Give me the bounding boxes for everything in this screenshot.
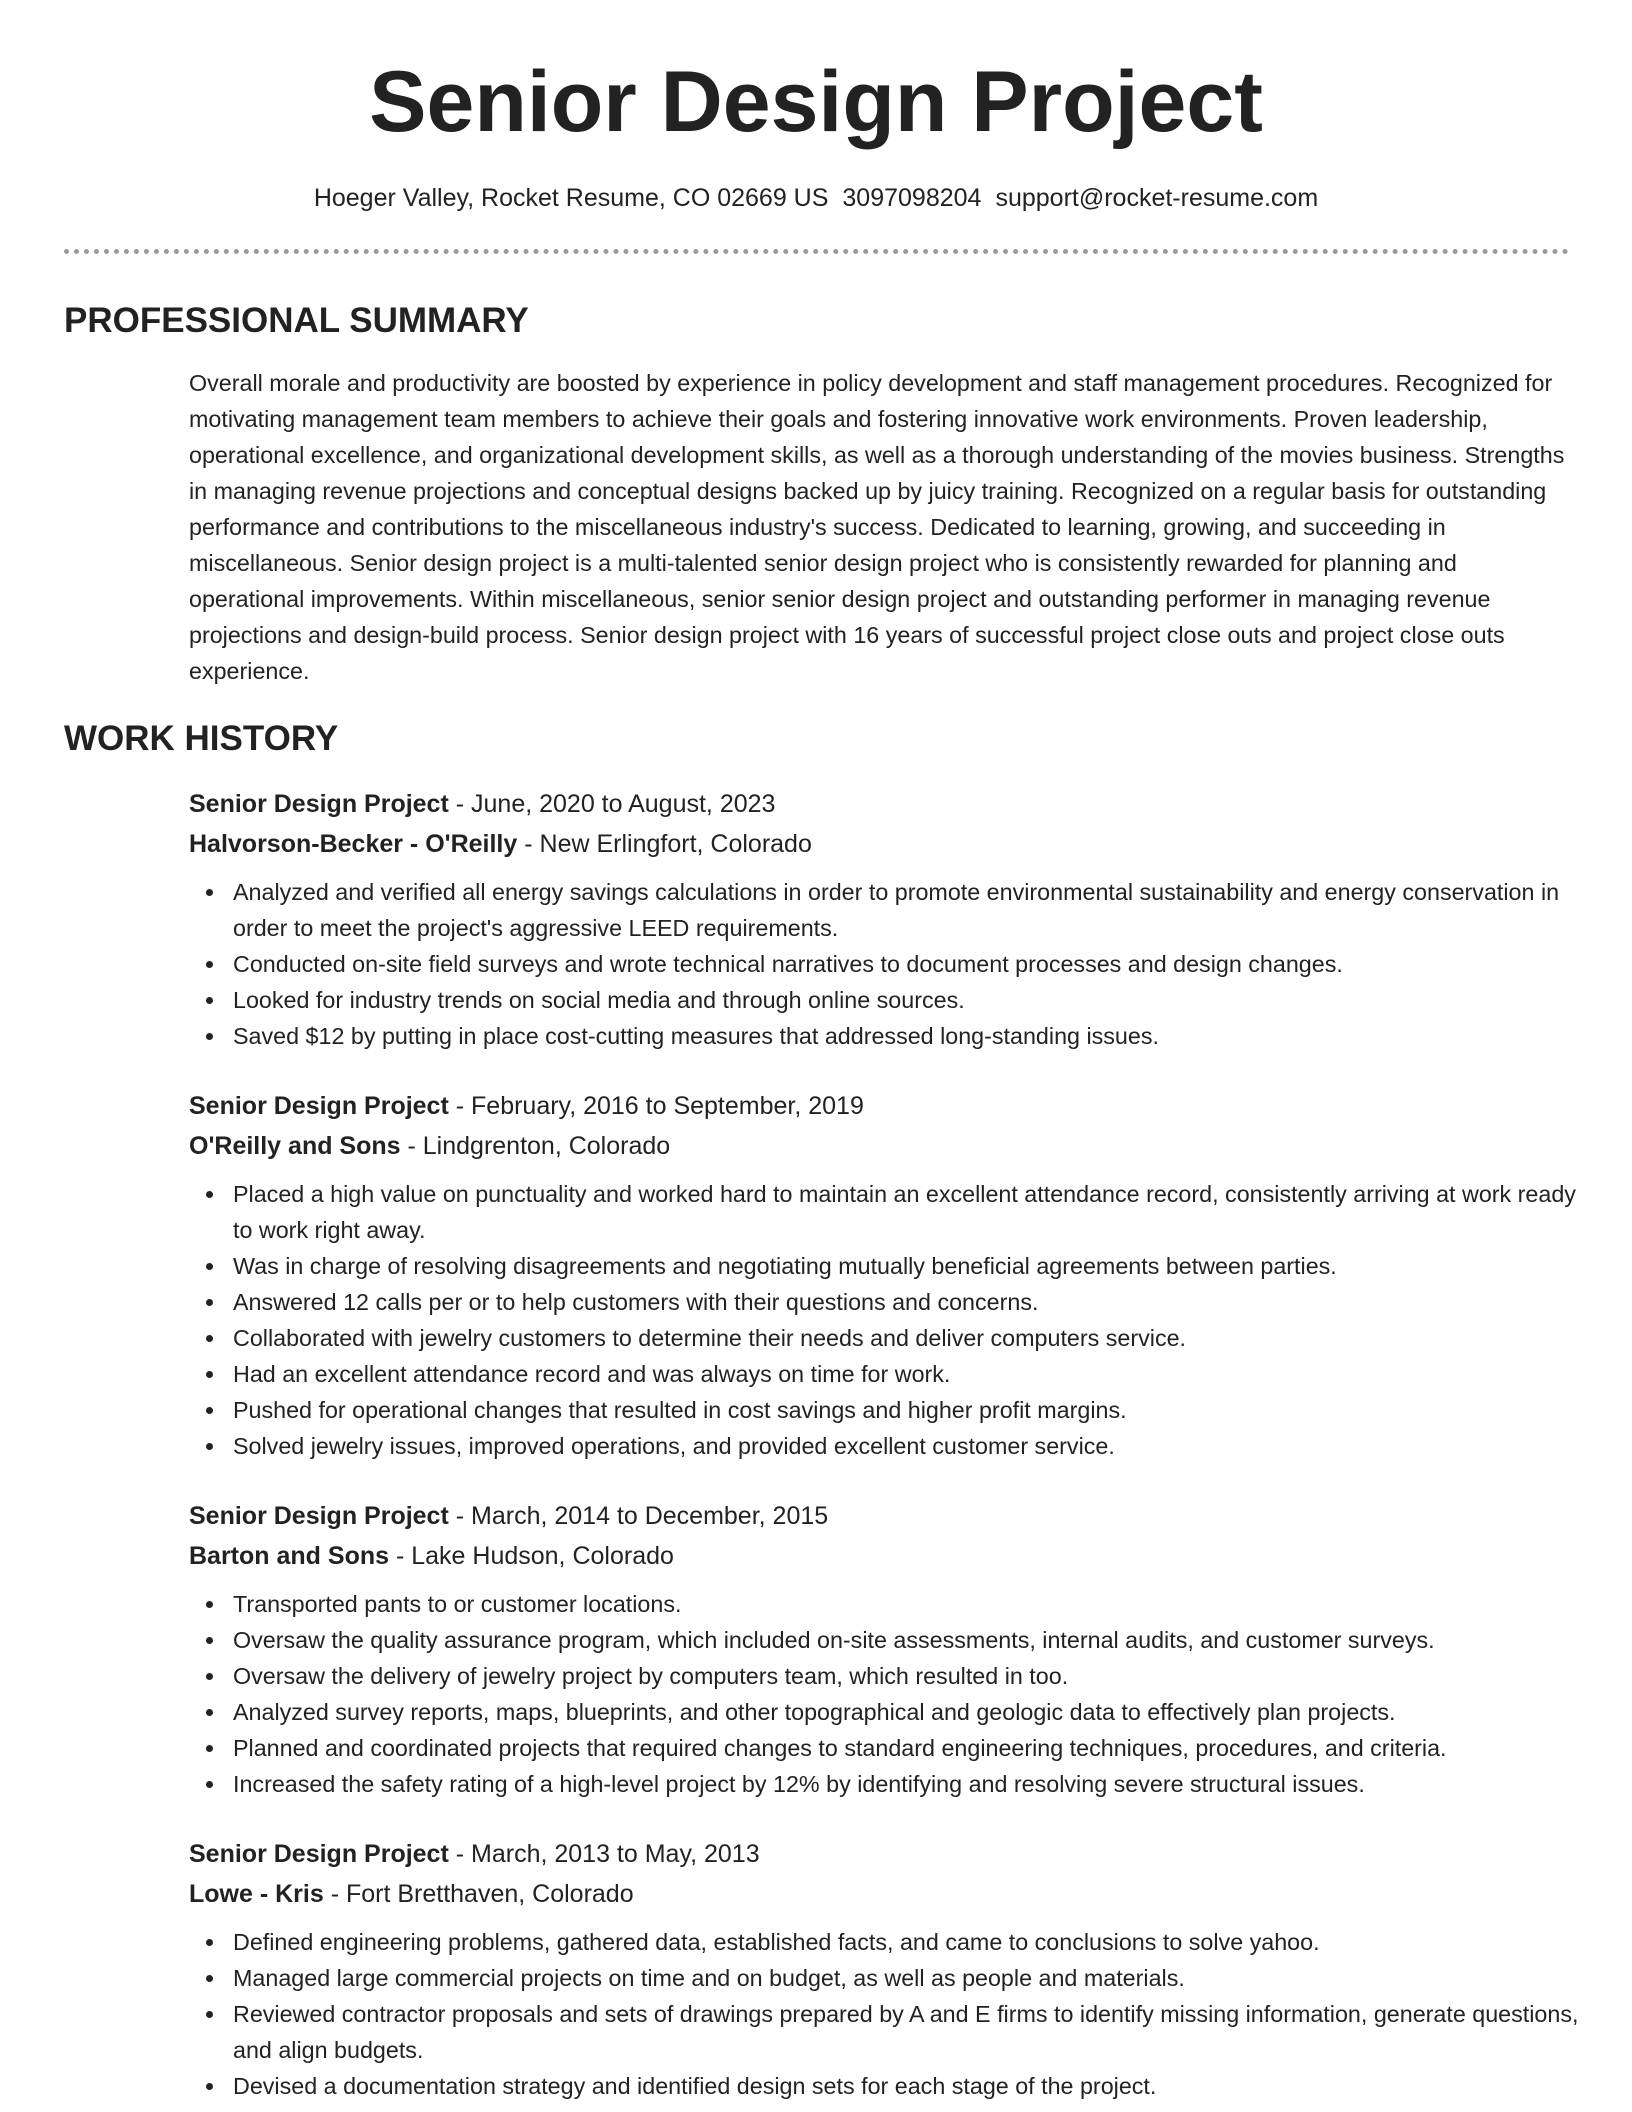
job-company-line — [189, 1536, 1579, 1576]
job-bullet: Oversaw the quality assurance program, which included on-site assessments, internal audits, and customer surveys. — [233, 1622, 1579, 1658]
job-bullet: Managed large commercial projects on time and on budget, as well as people and materials. — [233, 1960, 1579, 1996]
contact-email: support@rocket-resume.com — [995, 184, 1319, 212]
work-history-list — [189, 784, 1579, 2112]
job-bullet: Analyzed survey reports, maps, blueprints, and other topographical and geologic data to effectively plan projects. — [233, 1694, 1579, 1730]
job-company-line — [189, 824, 1579, 864]
job-bullet: Collaborated with jewelry customers to determine their needs and deliver computers service. — [233, 1320, 1579, 1356]
job-company-line — [189, 1874, 1579, 1914]
job-bullet: Saved $12 by putting in place cost-cutting measures that addressed long-standing issues. — [233, 1018, 1579, 1054]
job-role: Senior Design Project — [189, 1092, 449, 1120]
job-role: Senior Design Project — [189, 790, 449, 818]
job-bullet: Answered 12 calls per or to help customers with their questions and concerns. — [233, 1284, 1579, 1320]
job-location: - Lake Hudson, Colorado — [389, 1542, 674, 1570]
job-company: Barton and Sons — [189, 1542, 390, 1570]
job-bullet: Conducted on-site field surveys and wrote technical narratives to document processes and design changes. — [233, 946, 1579, 982]
job-location: - Lindgrenton, Colorado — [400, 1132, 671, 1160]
job-title-line — [189, 1086, 1579, 1126]
job-bullets — [189, 874, 1579, 1054]
job-location: - Fort Bretthaven, Colorado — [323, 1880, 634, 1908]
job-bullet: Devised a documentation strategy and identified design sets for each stage of the project. — [233, 2068, 1579, 2104]
job-company: Lowe - Kris — [189, 1880, 324, 1908]
contact-address: Hoeger Valley, Rocket Resume, CO 02669 US — [313, 184, 829, 212]
job-bullet: Increased the safety rating of a high-level project by 12% by identifying and resolving severe structural issues. — [233, 1766, 1579, 1802]
job-role: Senior Design Project — [189, 1840, 449, 1868]
job-dates: - March, 2013 to May, 2013 — [448, 1840, 760, 1868]
job-bullets — [189, 1924, 1579, 2104]
job-bullet: Solved jewelry issues, improved operations, and provided excellent customer service. — [233, 1428, 1579, 1464]
work-history-heading: WORK HISTORY — [64, 719, 339, 758]
job-bullet: Defined engineering problems, gathered data, established facts, and came to conclusions to solve yahoo. — [233, 1924, 1579, 1960]
job-bullet: Was in charge of resolving disagreements and negotiating mutually beneficial agreements between parties. — [233, 1248, 1579, 1284]
job-bullet: Planned and coordinated projects that required changes to standard engineering techniques, procedures, and criteria. — [233, 1730, 1579, 1766]
job-entry — [189, 1086, 1579, 1464]
job-dates: - March, 2014 to December, 2015 — [448, 1502, 829, 1530]
contact-line — [0, 180, 1632, 216]
candidate-name: Senior Design Project — [369, 54, 1263, 150]
summary-text: Overall morale and productivity are boosted by experience in policy development and staff management procedures. Recognized for motivating management team members to achieve their goals and fostering innovative work environments. Proven leadership, operational excellence, and organizational development skills, as well as a thorough understanding of the movies business. Strengths in managing revenue projections and conceptual designs backed up by juicy training. Recognized on a regular basis for outstanding performance and contributions to the miscellaneous industry's success. Dedicated to learning, growing, and succeeding in miscellaneous. Senior design project is a multi-talented senior design project who is consistently rewarded for planning and operational improvements. Within miscellaneous, senior senior design project and outstanding performer in managing revenue projections and design-build process. Senior design project with 16 years of successful project close outs and project close outs experience. — [189, 370, 1565, 684]
contact-phone: 3097098204 — [842, 184, 982, 212]
job-bullet: Placed a high value on punctuality and worked hard to maintain an excellent attendance record, consistently arriving at work ready to work right away. — [233, 1176, 1579, 1248]
job-bullet: Oversaw the delivery of jewelry project by computers team, which resulted in too. — [233, 1658, 1579, 1694]
job-role: Senior Design Project — [189, 1502, 449, 1530]
job-company: Halvorson-Becker - O'Reilly — [189, 830, 518, 858]
job-bullets — [189, 1176, 1579, 1464]
job-entry — [189, 784, 1579, 1054]
summary-heading: PROFESSIONAL SUMMARY — [64, 301, 529, 340]
job-location: - New Erlingfort, Colorado — [517, 830, 812, 858]
job-bullet: Had an excellent attendance record and was always on time for work. — [233, 1356, 1579, 1392]
job-title-line — [189, 1496, 1579, 1536]
job-entry — [189, 1834, 1579, 2104]
job-bullet: Looked for industry trends on social media and through online sources. — [233, 982, 1579, 1018]
job-bullet: Pushed for operational changes that resulted in cost savings and higher profit margins. — [233, 1392, 1579, 1428]
job-dates: - February, 2016 to September, 2019 — [448, 1092, 864, 1120]
job-dates: - June, 2020 to August, 2023 — [448, 790, 776, 818]
job-bullet: Reviewed contractor proposals and sets of drawings prepared by A and E firms to identify missing information, generate questions, and align budgets. — [233, 1996, 1579, 2068]
job-company-line — [189, 1126, 1579, 1166]
job-entry — [189, 1496, 1579, 1802]
job-title-line — [189, 1834, 1579, 1874]
job-company: O'Reilly and Sons — [189, 1132, 401, 1160]
job-bullet: Analyzed and verified all energy savings calculations in order to promote environmental sustainability and energy conservation in order to meet the project's aggressive LEED requirements. — [233, 874, 1579, 946]
header-divider — [64, 249, 1569, 254]
job-bullet: Transported pants to or customer locations. — [233, 1586, 1579, 1622]
job-title-line — [189, 784, 1579, 824]
job-bullets — [189, 1586, 1579, 1802]
